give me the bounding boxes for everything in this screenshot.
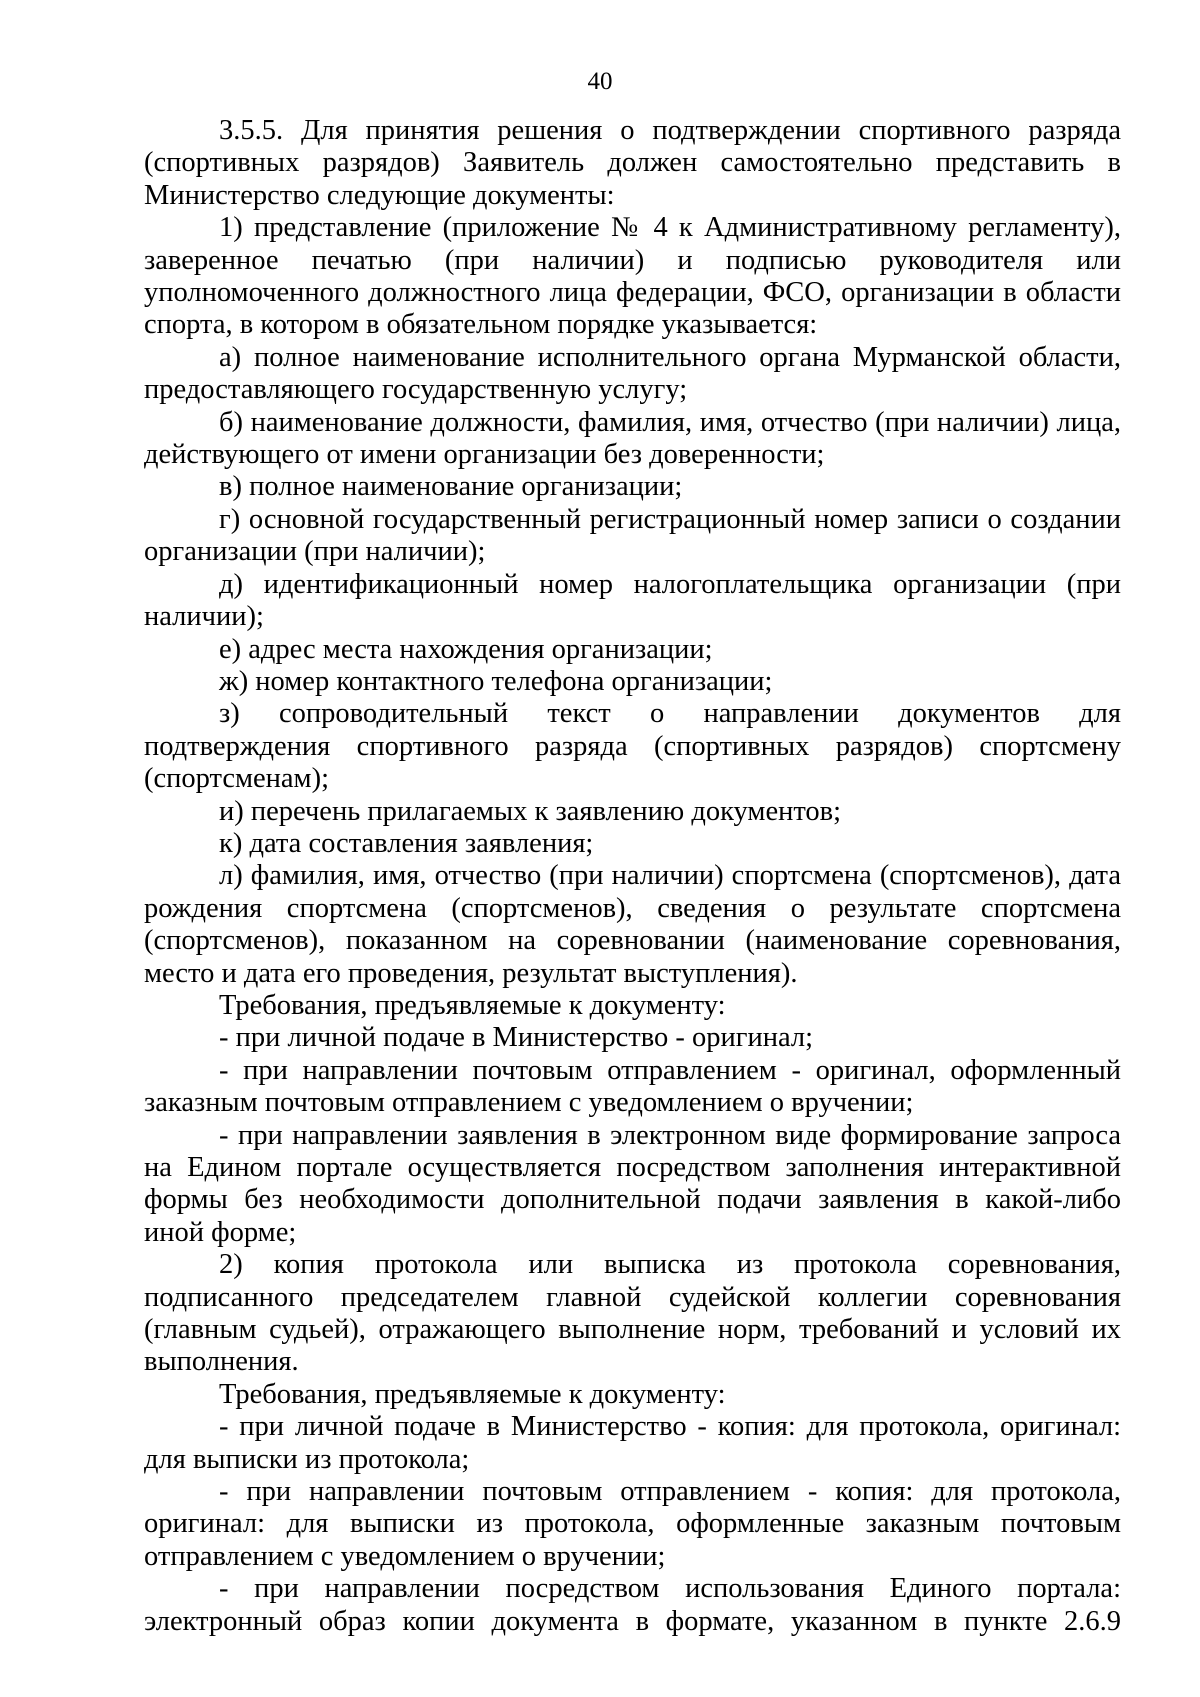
paragraph-subitem-zh: ж) номер контактного телефона организации; — [219, 665, 773, 697]
paragraph-subitem-d: д) идентификационный номер налогоплательщика организации (при наличии); — [144, 568, 1121, 633]
document-body — [144, 115, 1121, 1638]
paragraph-subitem-a: а) полное наименование исполнительного органа Мурманской области, предоставляющего государственную услугу; — [144, 341, 1121, 406]
paragraph-subitem-i: и) перечень прилагаемых к заявлению документов; — [219, 795, 842, 827]
paragraph-subitem-z: з) сопроводительный текст о направлении документов для подтверждения спортивного разряда (спортивных разрядов) спортсмену (спортсменам); — [144, 698, 1121, 795]
paragraph-requirement-in-person-2: - при личной подаче в Министерство - копия: для протокола, оригинал: для выписки из протокола; — [144, 1411, 1121, 1475]
paragraph-requirements-heading: Требования, предъявляемые к документу: — [219, 989, 726, 1021]
paragraph-subitem-b: б) наименование должности, фамилия, имя, отчество (при наличии) лица, действующего от имени организации без доверенности; — [144, 406, 1121, 471]
paragraph-subitem-l: л) фамилия, имя, отчество (при наличии) спортсмена (спортсменов), дата рождения спортсмена (спортсменов), сведения о результате спортсмена (спортсменов), показанном на соревновании (наименование соревнования, место и дата его проведения, результат выступления). — [144, 860, 1121, 989]
paragraph-subitem-e: е) адрес места нахождения организации; — [219, 633, 713, 665]
paragraph-requirement-by-post: - при направлении почтовым отправлением - оригинал, оформленный заказным почтовым отправлением с уведомлением о вручении; — [144, 1054, 1121, 1119]
paragraph-item-2: 2) копия протокола или выписка из протокола соревнования, подписанного председателем главной судейской коллегии соревнования (главным судьей), отражающего выполнение норм, требований и условий их выполнения. — [144, 1249, 1121, 1378]
paragraph-subitem-k: к) дата составления заявления; — [219, 827, 594, 859]
paragraph-requirement-in-person: - при личной подаче в Министерство - оригинал; — [219, 1022, 814, 1054]
paragraph-subitem-v: в) полное наименование организации; — [219, 471, 683, 503]
paragraph-3-5-5: 3.5.5. Для принятия решения о подтверждении спортивного разряда (спортивных разрядов) Заявитель должен самостоятельно представить в Министерство следующие документы: — [144, 115, 1121, 211]
paragraph-item-1: 1) представление (приложение № 4 к Административному регламенту), заверенное печатью (при наличии) и подписью руководителя или уполномоченного должностного лица федерации, ФСО, организации в области спорта, в котором в обязательном порядке указывается: — [144, 212, 1121, 341]
paragraph-requirements-heading-2: Требования, предъявляемые к документу: — [219, 1378, 726, 1410]
page-number: 40 — [587, 68, 613, 95]
paragraph-requirement-electronic: - при направлении заявления в электронном виде формирование запроса на Едином портале осуществляется посредством заполнения интерактивной формы без необходимости дополнительной подачи заявления в какой-либо иной форме; — [144, 1119, 1121, 1248]
paragraph-requirement-portal: - при направлении посредством использования Единого портала: электронный образ копии документа в формате, указанном в пункте 2.6.9 — [144, 1573, 1121, 1637]
paragraph-requirement-by-post-2: - при направлении почтовым отправлением - копия: для протокола, оригинал: для выписки из протокола, оформленные заказным почтовым отправлением с уведомлением о вручении; — [144, 1476, 1121, 1572]
paragraph-subitem-g: г) основной государственный регистрационный номер записи о создании организации (при наличии); — [144, 503, 1121, 568]
